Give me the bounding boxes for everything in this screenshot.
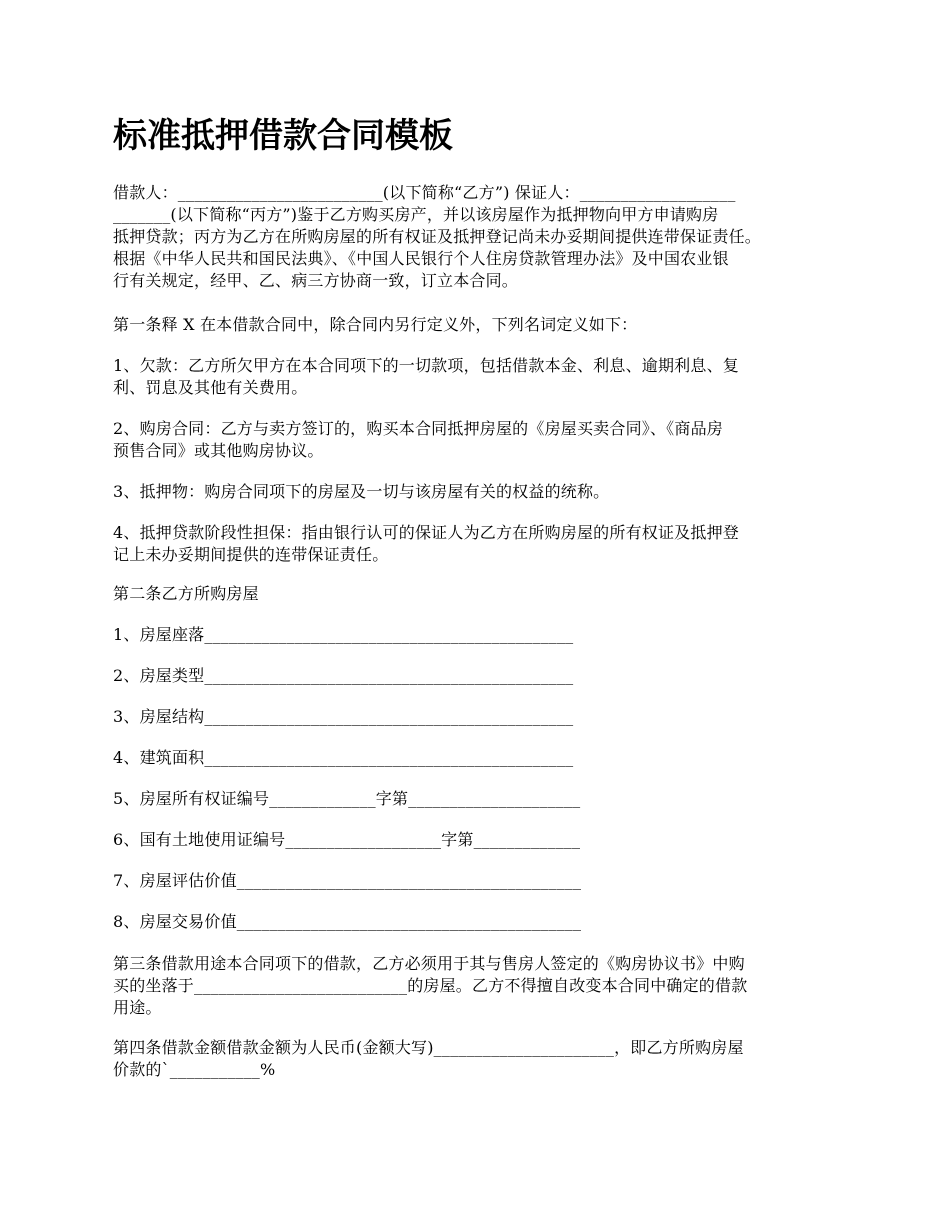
article2-item-5: 5、房屋所有权证编号_____________字第_____________________	[113, 789, 581, 808]
article2-item-1: 1、房屋座落_____________________________________________	[113, 625, 574, 644]
article2-item-8: 8、房屋交易价值__________________________________________	[113, 912, 582, 931]
article2-item-7: 7、房屋评估价值__________________________________________	[113, 871, 582, 890]
document-title: 标准抵押借款合同模板	[113, 116, 453, 156]
article3-paragraph: 第三条借款用途本合同项下的借款，乙方必须用于其与售房人签定的《购房协议书》中购 买的坐落于__________________________的房屋。乙方不得擅自改变本合同中确定的借款 用途。	[113, 954, 748, 1017]
intro-line: 行有关规定，经甲、乙、病三方协商一致，订立本合同。	[113, 271, 519, 290]
article2-item-4: 4、建筑面积_____________________________________________	[113, 748, 574, 767]
article2-item-6: 6、国有土地使用证编号___________________字第_____________	[113, 830, 581, 849]
article2-item-3: 3、房屋结构_____________________________________________	[113, 707, 574, 726]
article2-heading: 第二条乙方所购房屋	[113, 584, 259, 603]
article1-heading: 第一条释 X 在本借款合同中，除合同内另行定义外，下列名词定义如下：	[113, 315, 638, 334]
article1-item-4: 4、抵押贷款阶段性担保：指由银行认可的保证人为乙方在所购房屋的所有权证及抵押登 记上未办妥期间提供的连带保证责任。	[113, 523, 739, 564]
intro-line: 抵押贷款；丙方为乙方在所购房屋的所有权证及抵押登记尚未办妥期间提供连带保证责任。	[113, 227, 762, 246]
intro-line: 根据《中华人民共和国民法典》、《中国人民银行个人住房贷款管理办法》及中国农业银	[113, 249, 729, 268]
article2-item-2: 2、房屋类型_____________________________________________	[113, 666, 574, 685]
intro-paragraph	[113, 182, 848, 292]
article1-item-1: 1、欠款：乙方所欠甲方在本合同项下的一切款项，包括借款本金、利息、逾期利息、复 利、罚息及其他有关费用。	[113, 356, 739, 397]
intro-line: 借款人：_________________________(以下简称“乙方”) 保证人：___________________	[113, 183, 736, 202]
article1-item-3: 3、抵押物：购房合同项下的房屋及一切与该房屋有关的权益的统称。	[113, 482, 610, 501]
article1-item-2: 2、购房合同：乙方与卖方签订的，购买本合同抵押房屋的《房屋买卖合同》、《商品房 预售合同》或其他购房协议。	[113, 419, 723, 460]
intro-line: _______(以下简称“丙方”)鉴于乙方购买房产，并以该房屋作为抵押物向甲方申请购房	[113, 205, 719, 224]
article4-paragraph: 第四条借款金额借款金额为人民币(金额大写)______________________，即乙方所购房屋 价款的`___________%	[113, 1038, 744, 1079]
